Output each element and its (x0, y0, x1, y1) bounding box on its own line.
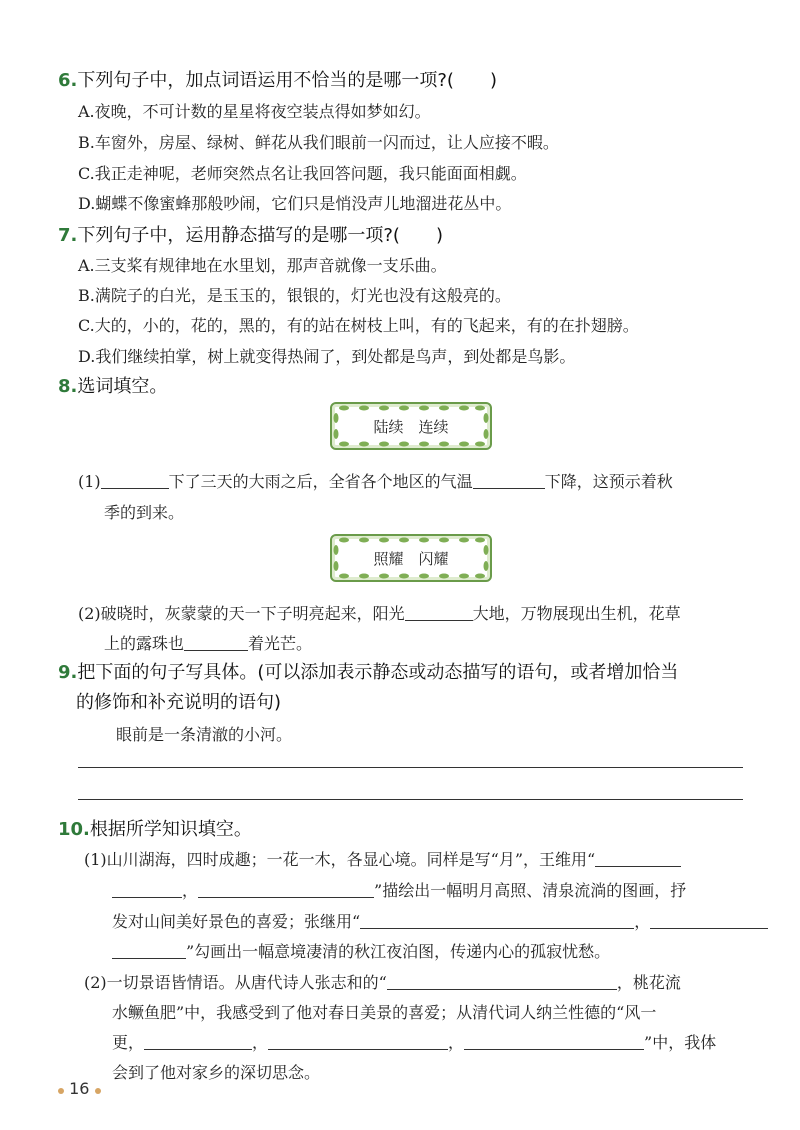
writing-line[interactable] (78, 799, 743, 800)
dot-icon (95, 1088, 101, 1094)
fill-item-10-1-line-2: ， ”描绘出一幅明月高照、清泉流淌的图画，抒 (112, 878, 686, 901)
answer-blank[interactable] (198, 881, 374, 898)
question-number: 9. (58, 662, 78, 683)
answer-blank[interactable] (595, 850, 681, 867)
fill-item-10-2-line-3: 更， ， ， ”中，我体 (112, 1033, 717, 1052)
fill-item-10-1-line-4: ”勾画出一幅意境凄清的秋江夜泊图，传递内心的孤寂忧愁。 (112, 939, 610, 962)
question-number: 10. (58, 819, 90, 840)
word-box-1 (330, 402, 492, 450)
option-d: D.蝴蝶不像蜜蜂那般吵闹，它们只是悄没声儿地溜进花丛中。 (78, 194, 512, 213)
question-9-continued: 的修饰和补充说明的语句) (76, 692, 282, 713)
answer-blank[interactable] (112, 942, 186, 959)
fill-item-2-line-1: (2)破晓时，灰蒙蒙的天一下子明亮起来，阳光 大地，万物展现出生机，花草 (78, 604, 681, 623)
answer-blank[interactable] (101, 472, 169, 489)
answer-blank[interactable] (473, 472, 545, 489)
question-text: 选词填空。 (77, 376, 168, 397)
writing-line[interactable] (78, 767, 743, 768)
word-choices: 照耀 闪耀 (373, 549, 449, 568)
question-text: 把下面的句子写具体。(可以添加表示静态或动态描写的语句，或者增加恰当 (77, 662, 679, 683)
option-b: B.车窗外，房屋、绿树、鲜花从我们眼前一闪而过，让人应接不暇。 (78, 133, 559, 152)
fill-item-2-line-2: 上的露珠也 着光芒。 (104, 634, 313, 653)
fill-item-10-1-line-3: 发对山间美好景色的喜爱；张继用“ ， (112, 909, 768, 932)
answer-blank[interactable] (650, 912, 768, 929)
fill-item-10-2-line-2: 水鳜鱼肥”中，我感受到了他对春日美景的喜爱；从清代词人纳兰性德的“风一 (112, 1003, 657, 1022)
fill-item-1-line-1: (1) 下了三天的大雨之后，全省各个地区的气温 下降，这预示着秋 (78, 472, 673, 491)
fill-item-10-2-line-4: 会到了他对家乡的深切思念。 (112, 1063, 321, 1082)
answer-blank[interactable] (387, 973, 617, 990)
question-9 (58, 658, 678, 684)
question-text: 下列句子中，加点词语运用不恰当的是哪一项?( ) (77, 70, 497, 91)
fill-item-10-1-line-1: (1)山川湖海，四时成趣；一花一木，各显心境。同样是写“月”，王维用“ (84, 847, 681, 870)
answer-blank[interactable] (268, 1033, 448, 1050)
question-text: 下列句子中，运用静态描写的是哪一项?( ) (77, 225, 443, 246)
answer-blank[interactable] (464, 1033, 644, 1050)
option-d: D.我们继续拍掌，树上就变得热闹了，到处都是鸟声，到处都是鸟影。 (78, 347, 576, 366)
answer-blank[interactable] (405, 604, 473, 621)
dot-icon (58, 1088, 64, 1094)
question-7 (58, 221, 443, 247)
option-a: A.三支桨有规律地在水里划，那声音就像一支乐曲。 (78, 256, 447, 275)
question-number: 6. (58, 70, 78, 91)
given-sentence: 眼前是一条清澈的小河。 (116, 725, 293, 744)
fill-item-1-line-2: 季的到来。 (104, 503, 185, 522)
question-number: 8. (58, 376, 78, 397)
option-a: A.夜晚，不可计数的星星将夜空装点得如梦如幻。 (78, 102, 431, 121)
question-number: 7. (58, 225, 78, 246)
question-10 (58, 815, 252, 841)
question-text: 根据所学知识填空。 (89, 819, 252, 840)
answer-blank[interactable] (144, 1033, 252, 1050)
option-b: B.满院子的白光，是玉玉的，银银的，灯光也没有这般亮的。 (78, 286, 511, 305)
fill-item-10-2-line-1: (2)一切景语皆情语。从唐代诗人张志和的“ ，桃花流 (84, 973, 681, 992)
option-c: C.大的，小的，花的，黑的，有的站在树枝上叫，有的飞起来，有的在扑翅膀。 (78, 316, 639, 335)
page-number: 16 (58, 1079, 101, 1098)
question-8 (58, 372, 167, 398)
answer-blank[interactable] (112, 881, 182, 898)
answer-blank[interactable] (360, 912, 634, 929)
word-box-2 (330, 534, 492, 582)
option-c: C.我正走神呢，老师突然点名让我回答问题，我只能面面相觑。 (78, 164, 527, 183)
word-choices: 陆续 连续 (373, 417, 449, 436)
question-6 (58, 66, 497, 92)
answer-blank[interactable] (184, 634, 248, 651)
